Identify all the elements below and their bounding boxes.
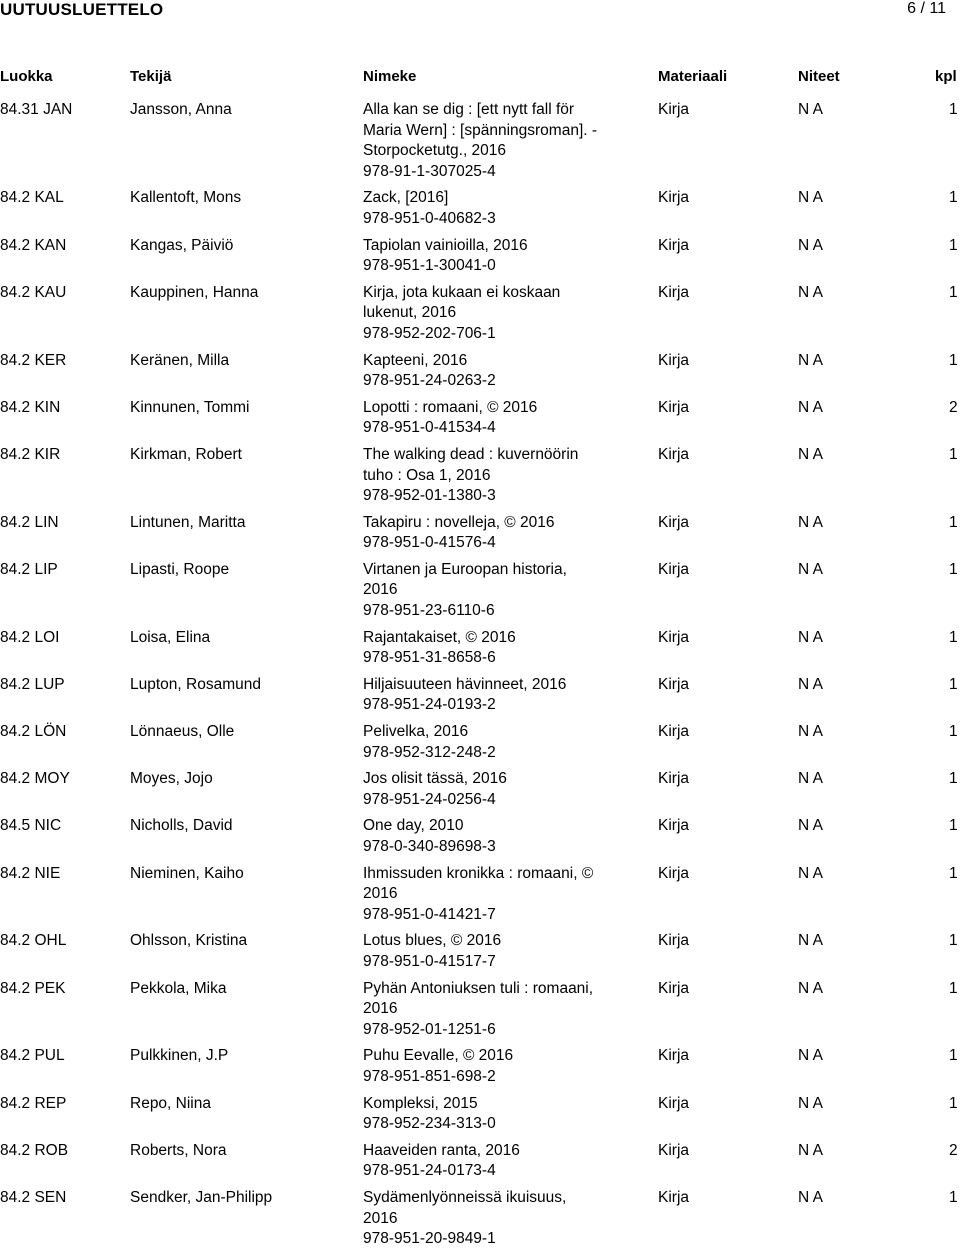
cell-tekija: Loisa, Elina — [130, 628, 211, 646]
nimeke-line: 978-951-23-6110-6 — [363, 602, 495, 620]
cell-tekija: Jansson, Anna — [130, 101, 232, 118]
table-row — [0, 1046, 960, 1087]
table-row — [0, 188, 960, 229]
cell-tekija: Kangas, Päiviö — [130, 236, 234, 254]
cell-tekija: Lönnaeus, Olle — [130, 723, 235, 741]
cell-niteet: N A — [798, 283, 823, 301]
cell-nimeke — [363, 351, 631, 392]
nimeke-line: Zack, [2016] — [363, 189, 449, 207]
cell-niteet: N A — [798, 351, 823, 369]
table-row — [0, 675, 960, 716]
nimeke-line: 978-951-0-41576-4 — [363, 534, 496, 552]
cell-materiaali: Kirja — [658, 675, 690, 693]
table-row — [0, 283, 960, 345]
table-header — [0, 68, 960, 88]
cell-kpl: 1 — [949, 351, 958, 369]
cell-nimeke — [363, 188, 631, 229]
cell-materiaali: Kirja — [658, 628, 690, 646]
cell-tekija: Moyes, Jojo — [130, 770, 213, 788]
nimeke-line: 978-951-24-0263-2 — [363, 372, 496, 390]
table-row — [0, 979, 960, 1041]
cell-kpl: 1 — [949, 1047, 958, 1065]
cell-nimeke — [363, 816, 631, 857]
nimeke-line: Ihmissuden kronikka : romaani, © — [363, 864, 594, 882]
cell-materiaali: Kirja — [658, 979, 690, 997]
cell-nimeke — [363, 445, 631, 507]
cell-niteet: N A — [798, 932, 823, 950]
table-row — [0, 513, 960, 554]
nimeke-line: 978-951-24-0173-4 — [363, 1162, 496, 1180]
nimeke-line: 978-952-312-248-2 — [363, 743, 496, 761]
cell-kpl: 1 — [949, 817, 958, 835]
cell-luokka: 84.2 LUP — [0, 675, 65, 693]
nimeke-line: Puhu Eevalle, © 2016 — [363, 1047, 514, 1065]
cell-materiaali: Kirja — [658, 723, 690, 741]
cell-nimeke — [363, 1188, 631, 1250]
table-row — [0, 445, 960, 507]
cell-kpl: 1 — [949, 675, 958, 693]
cell-kpl: 1 — [949, 628, 958, 646]
nimeke-line: 978-952-202-706-1 — [363, 324, 496, 342]
cell-kpl: 1 — [949, 979, 958, 997]
cell-kpl: 1 — [949, 189, 958, 207]
cell-tekija: Keränen, Milla — [130, 351, 230, 369]
nimeke-line: 978-951-0-40682-3 — [363, 209, 496, 227]
cell-luokka: 84.2 PEK — [0, 979, 66, 997]
column-header-luokka: Luokka — [0, 68, 53, 85]
cell-tekija: Ohlsson, Kristina — [130, 932, 248, 950]
cell-nimeke — [363, 1094, 631, 1135]
nimeke-line: Rajantakaiset, © 2016 — [363, 628, 516, 646]
cell-nimeke — [363, 1046, 631, 1087]
cell-materiaali: Kirja — [658, 101, 690, 118]
cell-luokka: 84.2 LIN — [0, 513, 59, 531]
cell-niteet: N A — [798, 770, 823, 788]
table-row — [0, 816, 960, 857]
table-row — [0, 1094, 960, 1135]
cell-materiaali: Kirja — [658, 770, 690, 788]
cell-niteet: N A — [798, 189, 823, 207]
cell-kpl: 1 — [949, 770, 958, 788]
nimeke-line: Virtanen ja Euroopan historia, — [363, 560, 567, 578]
cell-niteet: N A — [798, 864, 823, 882]
cell-kpl: 1 — [949, 864, 958, 882]
column-header-materiaali: Materiaali — [658, 68, 728, 85]
cell-luokka: 84.2 LOI — [0, 628, 60, 646]
cell-nimeke — [363, 628, 631, 669]
cell-materiaali: Kirja — [658, 864, 690, 882]
nimeke-line: Tapiolan vainioilla, 2016 — [363, 236, 528, 254]
cell-niteet: N A — [798, 979, 823, 997]
cell-nimeke — [363, 675, 631, 716]
cell-tekija: Kirkman, Robert — [130, 445, 242, 463]
cell-nimeke — [363, 1141, 631, 1182]
cell-materiaali: Kirja — [658, 283, 690, 301]
nimeke-line: 2016 — [363, 1209, 398, 1227]
column-header-kpl: kpl — [935, 68, 957, 85]
cell-niteet: N A — [798, 1188, 823, 1206]
cell-niteet: N A — [798, 723, 823, 741]
cell-tekija: Sendker, Jan-Philipp — [130, 1188, 273, 1206]
cell-tekija: Roberts, Nora — [130, 1141, 227, 1159]
cell-materiaali: Kirja — [658, 1094, 690, 1112]
cell-luokka: 84.2 KIR — [0, 445, 61, 463]
cell-luokka: 84.2 NIE — [0, 864, 61, 882]
cell-niteet: N A — [798, 628, 823, 646]
cell-materiaali: Kirja — [658, 351, 690, 369]
cell-kpl: 2 — [949, 1141, 958, 1159]
nimeke-line: 978-952-234-313-0 — [363, 1115, 496, 1133]
cell-materiaali: Kirja — [658, 445, 690, 463]
nimeke-line: Kirja, jota kukaan ei koskaan — [363, 283, 561, 301]
cell-nimeke — [363, 864, 631, 926]
nimeke-line: Hiljaisuuteen hävinneet, 2016 — [363, 675, 567, 693]
nimeke-line: 978-951-0-41517-7 — [363, 952, 496, 970]
nimeke-line: 978-0-340-89698-3 — [363, 838, 496, 855]
cell-tekija: Kinnunen, Tommi — [130, 398, 250, 416]
cell-niteet: N A — [798, 236, 823, 254]
table-row — [0, 931, 960, 972]
nimeke-line: Kapteeni, 2016 — [363, 351, 468, 369]
table-row — [0, 560, 960, 622]
table-row — [0, 769, 960, 810]
cell-niteet: N A — [798, 513, 823, 531]
nimeke-line: 978-951-31-8658-6 — [363, 649, 496, 667]
cell-materiaali: Kirja — [658, 817, 690, 835]
cell-luokka: 84.2 LÖN — [0, 723, 67, 741]
cell-materiaali: Kirja — [658, 398, 690, 416]
column-header-tekija: Tekijä — [130, 68, 172, 85]
cell-nimeke — [363, 979, 631, 1041]
cell-luokka: 84.2 ROB — [0, 1141, 69, 1159]
cell-nimeke — [363, 513, 631, 554]
cell-luokka: 84.2 KER — [0, 351, 67, 369]
nimeke-line: 978-951-1-30041-0 — [363, 257, 496, 275]
nimeke-line: The walking dead : kuvernöörin — [363, 445, 579, 463]
cell-kpl: 1 — [949, 1188, 958, 1206]
nimeke-line: 978-952-01-1251-6 — [363, 1020, 496, 1038]
nimeke-line: lukenut, 2016 — [363, 304, 457, 322]
page-number: 6 / 11 — [907, 0, 946, 17]
nimeke-line: Sydämenlyönneissä ikuisuus, — [363, 1188, 567, 1206]
table-row — [0, 351, 960, 392]
cell-luokka: 84.2 LIP — [0, 560, 58, 578]
table-row — [0, 628, 960, 669]
nimeke-line: 2016 — [363, 1000, 398, 1018]
cell-nimeke — [363, 236, 631, 277]
cell-materiaali: Kirja — [658, 560, 690, 578]
nimeke-line: 978-91-1-307025-4 — [363, 162, 496, 180]
cell-luokka: 84.2 KAU — [0, 283, 67, 301]
cell-tekija: Kallentoft, Mons — [130, 189, 242, 207]
nimeke-line: 978-951-24-0193-2 — [363, 696, 496, 714]
cell-tekija: Pekkola, Mika — [130, 979, 227, 997]
nimeke-line: Lopotti : romaani, © 2016 — [363, 398, 538, 416]
nimeke-line: Kompleksi, 2015 — [363, 1094, 478, 1112]
cell-nimeke — [363, 398, 631, 439]
cell-niteet: N A — [798, 675, 823, 693]
table-row — [0, 100, 960, 182]
cell-materiaali: Kirja — [658, 189, 690, 207]
cell-luokka: 84.2 SEN — [0, 1188, 67, 1206]
cell-niteet: N A — [798, 560, 823, 578]
table-row — [0, 398, 960, 439]
cell-tekija: Lipasti, Roope — [130, 560, 230, 578]
cell-niteet: N A — [798, 398, 823, 416]
cell-luokka: 84.31 JAN — [0, 101, 73, 118]
nimeke-line: Storpocketutg., 2016 — [363, 142, 507, 160]
cell-tekija: Kauppinen, Hanna — [130, 283, 259, 301]
nimeke-line: Pelivelka, 2016 — [363, 723, 469, 741]
cell-kpl: 2 — [949, 398, 958, 416]
cell-nimeke — [363, 283, 631, 345]
cell-niteet: N A — [798, 817, 823, 835]
cell-niteet: N A — [798, 101, 823, 118]
cell-luokka: 84.2 OHL — [0, 932, 67, 950]
cell-kpl: 1 — [949, 513, 958, 531]
nimeke-line: Haaveiden ranta, 2016 — [363, 1141, 520, 1159]
table-row — [0, 1141, 960, 1182]
cell-niteet: N A — [798, 1141, 823, 1159]
nimeke-line: 978-951-0-41421-7 — [363, 905, 496, 923]
cell-nimeke — [363, 722, 631, 763]
cell-kpl: 1 — [949, 560, 958, 578]
cell-niteet: N A — [798, 1094, 823, 1112]
cell-tekija: Nicholls, David — [130, 817, 233, 835]
table-row — [0, 722, 960, 763]
nimeke-line: 978-951-851-698-2 — [363, 1067, 496, 1085]
nimeke-line: One day, 2010 — [363, 817, 464, 835]
cell-luokka: 84.2 REP — [0, 1094, 67, 1112]
cell-kpl: 1 — [949, 932, 958, 950]
cell-kpl: 1 — [949, 101, 958, 118]
cell-luokka: 84.2 KAN — [0, 236, 67, 254]
nimeke-line: Alla kan se dig : [ett nytt fall för — [363, 101, 575, 118]
cell-materiaali: Kirja — [658, 1047, 690, 1065]
cell-niteet: N A — [798, 1047, 823, 1065]
cell-nimeke — [363, 560, 631, 622]
nimeke-line: 978-951-20-9849-1 — [363, 1230, 496, 1248]
nimeke-line: tuho : Osa 1, 2016 — [363, 466, 491, 484]
cell-materiaali: Kirja — [658, 513, 690, 531]
cell-niteet: N A — [798, 445, 823, 463]
cell-nimeke — [363, 100, 631, 182]
table-row — [0, 1188, 960, 1250]
cell-tekija: Repo, Niina — [130, 1094, 211, 1112]
nimeke-line: Maria Wern] : [spänningsroman]. - — [363, 121, 598, 139]
cell-kpl: 1 — [949, 445, 958, 463]
cell-tekija: Lintunen, Maritta — [130, 513, 246, 531]
nimeke-line: Pyhän Antoniuksen tuli : romaani, — [363, 979, 594, 997]
nimeke-line: Lotus blues, © 2016 — [363, 932, 502, 950]
table-row — [0, 864, 960, 926]
cell-luokka: 84.2 KIN — [0, 398, 61, 416]
cell-materiaali: Kirja — [658, 932, 690, 950]
cell-tekija: Pulkkinen, J.P — [130, 1047, 229, 1065]
nimeke-line: 978-951-0-41534-4 — [363, 419, 496, 437]
cell-kpl: 1 — [949, 723, 958, 741]
cell-kpl: 1 — [949, 1094, 958, 1112]
column-header-niteet: Niteet — [798, 68, 840, 85]
cell-materiaali: Kirja — [658, 1188, 690, 1206]
nimeke-line: Jos olisit tässä, 2016 — [363, 770, 507, 788]
document-title: UUTUUSLUETTELO — [0, 0, 164, 19]
nimeke-line: 2016 — [363, 885, 398, 903]
cell-kpl: 1 — [949, 236, 958, 254]
cell-nimeke — [363, 931, 631, 972]
nimeke-line: 2016 — [363, 581, 398, 599]
cell-materiaali: Kirja — [658, 236, 690, 254]
cell-luokka: 84.2 MOY — [0, 770, 70, 788]
cell-materiaali: Kirja — [658, 1141, 690, 1159]
nimeke-line: 978-951-24-0256-4 — [363, 790, 496, 808]
cell-luokka: 84.2 PUL — [0, 1047, 65, 1065]
catalog-list — [0, 100, 960, 1256]
cell-kpl: 1 — [949, 283, 958, 301]
cell-nimeke — [363, 769, 631, 810]
nimeke-line: 978-952-01-1380-3 — [363, 487, 496, 505]
column-header-nimeke: Nimeke — [363, 68, 417, 85]
cell-luokka: 84.5 NIC — [0, 817, 62, 835]
table-row — [0, 236, 960, 277]
cell-tekija: Nieminen, Kaiho — [130, 864, 244, 882]
nimeke-line: Takapiru : novelleja, © 2016 — [363, 513, 555, 531]
cell-tekija: Lupton, Rosamund — [130, 675, 261, 693]
cell-luokka: 84.2 KAL — [0, 189, 64, 207]
